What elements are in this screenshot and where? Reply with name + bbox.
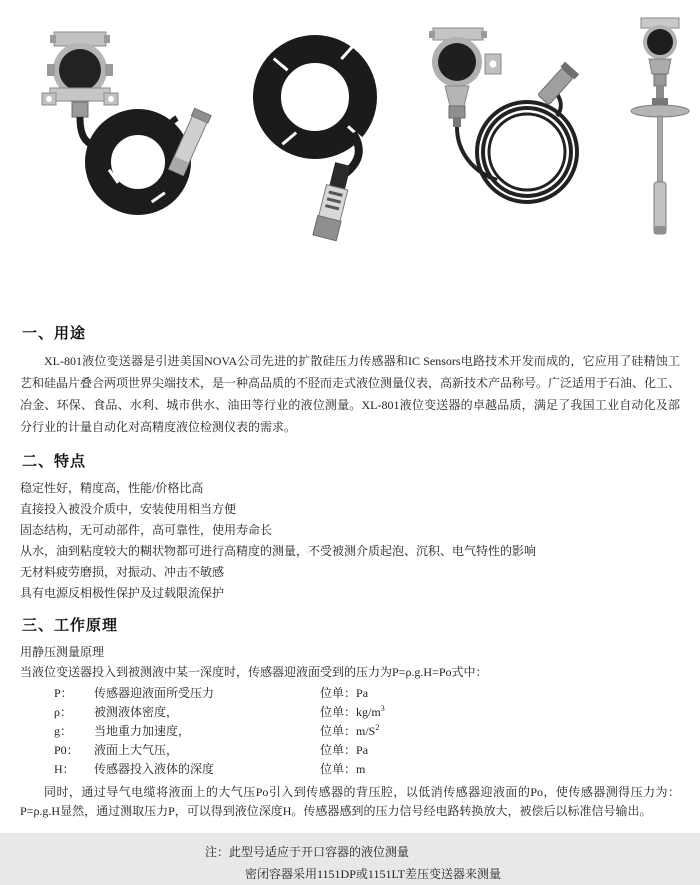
product-photo-rod-transmitter <box>625 12 695 242</box>
product-photo-cable-coil-probe <box>250 15 390 240</box>
unit-value: m/S <box>356 724 376 738</box>
unit-label: 位单： <box>320 686 357 700</box>
parameter-description: 被测液体密度， <box>94 705 179 719</box>
unit-value: kg/m <box>356 705 381 719</box>
section-heading-principle: 三、工作原理 <box>22 617 119 634</box>
parameter-unit <box>320 684 368 703</box>
unit-label: 位单： <box>320 762 357 776</box>
parameter-unit <box>320 760 365 779</box>
product-photos <box>0 0 700 260</box>
unit-exponent: 2 <box>375 723 380 732</box>
parameter-symbol: H： <box>54 762 75 776</box>
parameter-description: 当地重力加速度， <box>94 724 191 738</box>
unit-label: 位单： <box>320 705 357 719</box>
principle-paragraph: 同时，通过导气电缆将液面上的大气压Po引入到传感器的背压腔，以低消传感器迎液面的Po，使传感器测得压力为：P=ρ.g.H显然，通过测取压力P，可以得到液位深度H。传感器感到的压力信号经电路转换放大，被偿后以标准信号输出。 <box>20 785 680 818</box>
document-body <box>0 322 700 885</box>
parameter-row <box>54 684 680 703</box>
footnote-line-2: 密闭容器采用1151DP或1151LT差压变送器来测量 <box>245 867 502 881</box>
section-heading-usage: 一、用途 <box>22 325 87 342</box>
unit-value: m <box>356 762 366 776</box>
parameter-unit <box>320 703 385 722</box>
parameter-row <box>54 741 680 760</box>
parameter-description: 传感器迎液面所受压力 <box>94 686 215 700</box>
parameter-row <box>54 760 680 779</box>
parameter-description: 传感器投入液体的深度 <box>94 762 215 776</box>
principle-section <box>20 614 680 821</box>
parameter-row <box>54 722 680 741</box>
unit-exponent: 3 <box>380 704 385 713</box>
unit-value: Pa <box>356 743 369 757</box>
parameter-list <box>20 684 680 779</box>
feature-item: 从水，油到粘度较大的糊状物都可进行高精度的测量，不受被测介质起泡、沉积、电气特性的影响 <box>20 544 537 558</box>
feature-item: 无材料疲劳磨损，对振动、冲击不敏感 <box>20 565 225 579</box>
usage-paragraph: XL-801液位变送器是引进美国NOVA公司先进的扩散硅压力传感器和IC Sensors电路技术开发而成的，它应用了硅精蚀工艺和硅晶片叠合两项世界尖端技术，是一种高品质的不胫而走式液位测量仪表，高新技术产品称号。广泛适用于石油、化工、冶金、环保、食品、水利、城市供水、油田等行业的液位测量。XL-801液位变送器的卓越品质，满足了我国工业自动化及部分行业的计量自动化对高精度液位检测仪表的需求。 <box>20 354 681 434</box>
parameter-symbol: P0： <box>54 743 79 757</box>
feature-item: 具有电源反相极性保护及过载限流保护 <box>20 586 225 600</box>
unit-label: 位单： <box>320 743 357 757</box>
principle-intro-2: 当液位变送器投入到被测液中某一深度时，传感器迎液面受到的压力为P=ρ.g.H=Po式中： <box>20 665 488 679</box>
product-photo-transmitter-coil-probe <box>20 10 220 225</box>
product-photo-transmitter-wire-coil <box>405 20 585 215</box>
unit-value: Pa <box>356 686 369 700</box>
unit-label: 位单： <box>320 724 357 738</box>
parameter-symbol: g： <box>54 724 73 738</box>
feature-item: 直接投入被没介质中，安装使用相当方便 <box>20 502 237 516</box>
principle-intro-1: 用静压测量原理 <box>20 645 105 659</box>
parameter-unit <box>320 722 379 741</box>
parameter-unit <box>320 741 368 760</box>
footnote <box>20 841 680 885</box>
parameter-symbol: P： <box>54 686 73 700</box>
feature-item: 稳定性好，精度高，性能/价格比高 <box>20 481 204 495</box>
parameter-symbol: ρ： <box>54 705 72 719</box>
feature-list <box>20 478 680 604</box>
feature-item: 固态结构，无可动部件，高可靠性，使用寿命长 <box>20 523 273 537</box>
footnote-line-1: 注：此型号适应于开口容器的液位测量 <box>205 845 410 859</box>
parameter-row <box>54 703 680 722</box>
parameter-description: 液面上大气压， <box>94 743 179 757</box>
section-heading-features: 二、特点 <box>22 453 87 470</box>
